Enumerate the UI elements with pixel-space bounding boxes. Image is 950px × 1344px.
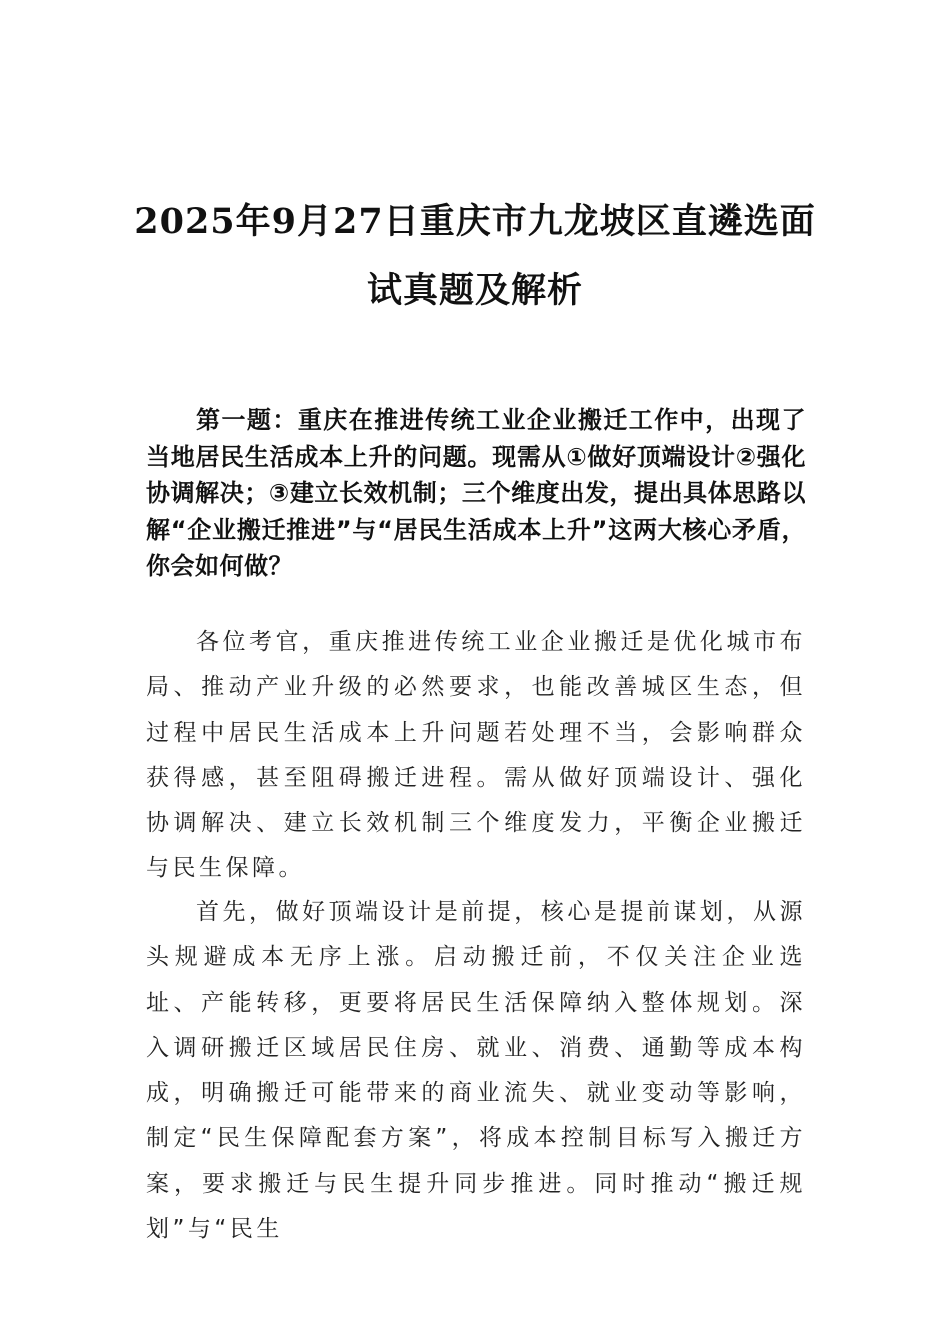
answer-paragraph-first-point: 首先，做好顶端设计是前提，核心是提前谋划，从源头规避成本无序上涨。启动搬迁前，不仅关注企业选址、产能转移，更要将居民生活保障纳入整体规划。深入调研搬迁区域居民住房、就业、消费、通勤等成本构成，明确搬迁可能带来的商业流失、就业变动等影响，制定“民生保障配套方案”，将成本控制目标写入搬迁方案，要求搬迁与民生提升同步推进。同时推动“搬迁规划”与“民生 (146, 899, 806, 1243)
answer-paragraph-intro: 各位考官，重庆推进传统工业企业搬迁是优化城市布局、推动产业升级的必然要求，也能改善城区生态，但过程中居民生活成本上升问题若处理不当，会影响群众获得感，甚至阻碍搬迁进程。需从做好顶端设计、强化协调解决、建立长效机制三个维度发力，平衡企业搬迁与民生保障。 (146, 629, 806, 882)
document-title-line-2: 试真题及解析 (366, 270, 583, 311)
document-title-line-1: 2025年9月27日重庆市九龙坡区直遴选面 (134, 201, 816, 242)
question-text: 第一题：重庆在推进传统工业企业搬迁工作中，出现了当地居民生活成本上升的问题。现需从①做好顶端设计②强化协调解决；③建立长效机制；三个维度出发，提出具体思路以解“企业搬迁推进”与“居民生活成本上升”这两大核心矛盾，你会如何做？ (146, 406, 806, 580)
